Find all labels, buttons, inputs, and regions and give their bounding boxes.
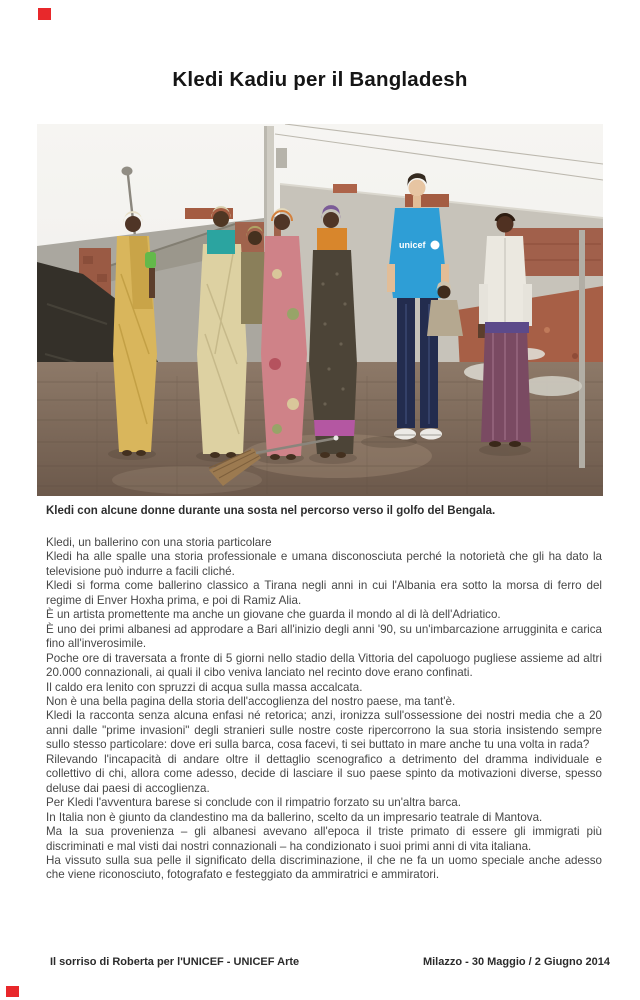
body-paragraph: È un artista promettente ma anche un giovane che guarda il mondo al di là dell'Adriatico. — [46, 608, 501, 622]
unicef-logo-text: unicef — [399, 240, 426, 250]
body-paragraph: Kledi la racconta senza alcuna enfasi né retorica; anzi, ironizza sull'ossessione dei nostri media che a 20 anni dalle "prime invasioni" degli stranieri sulle nostre coste ripercorrono la sua storia insistendo sempre sullo stesso particolare: dove eri sulla barca, cosa facevi, ti sei buttato in mare anche tu una volta in rada? — [46, 709, 602, 752]
photo-illustration — [37, 124, 603, 496]
body-paragraph: Il caldo era lenito con spruzzi di acqua sulla massa accalcata. — [46, 680, 363, 694]
right-pole — [579, 230, 585, 468]
red-corner-mark-top — [38, 8, 51, 20]
body-paragraph: Kledi, un ballerino con una storia particolare — [46, 536, 272, 549]
body-paragraph: Rilevando l'incapacità di andare oltre il dettaglio scenografico a detrimento del dramma individuale e collettivo di chi, allora come adesso, decide di lasciare il suo paese spinto da motivazioni diverse, spesso deluse dai paesi di accoglienza. — [46, 752, 602, 795]
body-paragraph: Kledi si forma come ballerino classico a Tirana negli anni in cui l'Albania era sotto la morsa di ferro del regime di Enver Hoxha prima, e poi di Ramiz Alia. — [46, 579, 602, 607]
red-corner-mark-bottom — [6, 986, 19, 997]
body-paragraph: Poche ore di traversata a fronte di 5 giorni nello stadio della Vittoria del capoluogo pugliese assieme ad altri 20.000 connazionali, ai quali il cibo veniva lanciato nel recinto dove erano confinati. — [46, 651, 602, 680]
body-paragraph: Ma la sua provenienza – gli albanesi avevano all'epoca il triste primato di essere gli immigrati più discriminati e mal visti dai nostri connazionali – ha condizionato i suoi primi anni di vita italiana. — [46, 825, 602, 853]
page-title: Kledi Kadiu per il Bangladesh — [172, 68, 468, 91]
unicef-shirt — [389, 208, 445, 298]
unicef-globe-icon — [431, 241, 440, 250]
footer-date-location: Milazzo - 30 Maggio / 2 Giugno 2014 — [422, 956, 610, 968]
photo-caption: Kledi con alcune donne durante una sosta nel percorso verso il golfo del Bengala. — [46, 505, 496, 517]
body-paragraph: Per Kledi l'avventura barese si conclude con il rimpatrio forzato su un'altra barca. — [46, 796, 461, 810]
body-paragraph: Ha vissuto sulla sua pelle il significato della discriminazione, il che ne fa un uomo speciale anche adesso che viene riconosciuto, fotografato e festeggiato da ammiratrici e ammiratori. — [46, 853, 602, 882]
article-body — [46, 536, 602, 883]
body-paragraph: È uno dei primi albanesi ad approdare a Bari all'inizio degli anni '90, su un'imbarcazione arrugginita e carica fino all'inverosimile. — [46, 622, 602, 651]
body-paragraph: In Italia non è giunto da clandestino ma da ballerino, scelto da un impresario teatrale di Mantova. — [46, 810, 543, 824]
body-paragraph: Non è una bella pagina della storia dell'accoglienza del nostro paese, ma tant'è. — [46, 694, 456, 708]
body-paragraph: Kledi ha alle spalle una storia professionale e umana disconosciuta perché la notorietà che gli ha dato la televisione può indurre a facili cliché. — [46, 550, 602, 578]
footer-exhibition-title: Il sorriso di Roberta per l'UNICEF - UNICEF Arte — [50, 956, 300, 968]
article-photo — [37, 124, 603, 496]
